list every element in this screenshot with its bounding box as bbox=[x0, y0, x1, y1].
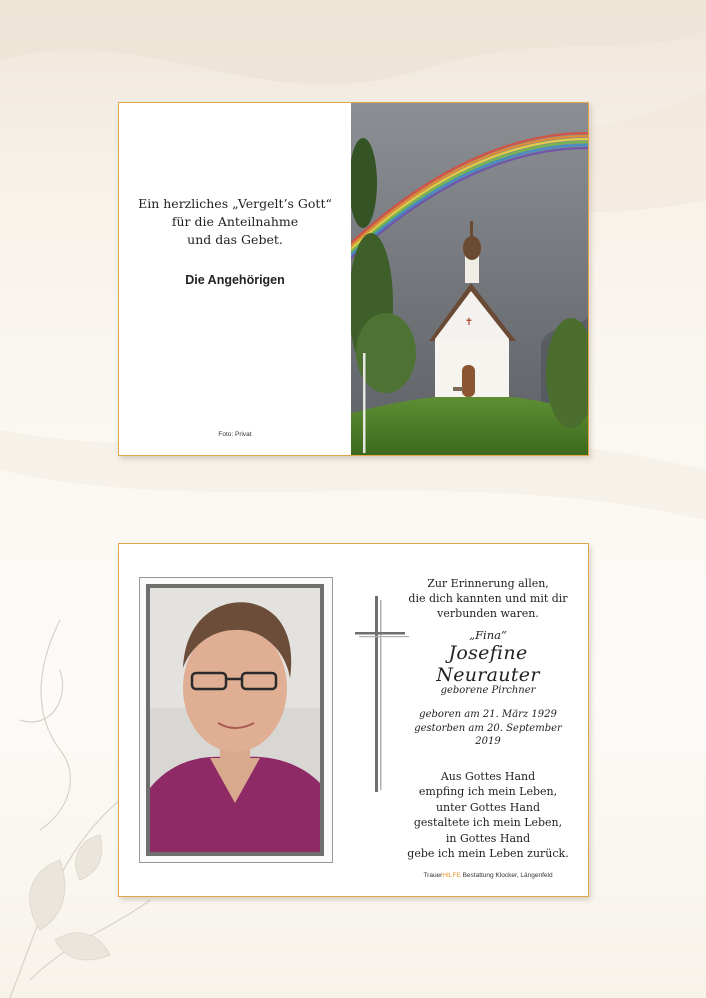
birth-date: geboren am 21. März 1929 bbox=[419, 709, 557, 720]
verse-line: unter Gottes Hand bbox=[435, 800, 541, 814]
undertaker-name: Bestattung Klocker, Längenfeld bbox=[460, 872, 553, 879]
deceased-name: Josefine Neurauter bbox=[436, 642, 540, 686]
intro-line: die dich kannten und mit dir bbox=[408, 592, 568, 605]
maiden-name: geborene Pirchner bbox=[440, 685, 536, 696]
brand-part-b: HILFE bbox=[442, 872, 461, 879]
thanks-line: für die Anteilnahme bbox=[171, 214, 299, 229]
undertaker-credit bbox=[401, 872, 575, 879]
life-dates bbox=[401, 708, 575, 749]
verse-line: Aus Gottes Hand bbox=[440, 769, 536, 783]
verse bbox=[401, 769, 575, 862]
verse-line: gestaltete ich mein Leben, bbox=[413, 816, 563, 829]
intro-text bbox=[401, 576, 575, 621]
thank-you-card bbox=[118, 102, 589, 456]
intro-line: verbunden waren. bbox=[437, 607, 539, 620]
brand-part-a: Trauer bbox=[423, 872, 443, 879]
memorial-text bbox=[401, 576, 575, 862]
portrait-mat bbox=[146, 584, 324, 856]
thank-you-message bbox=[119, 195, 351, 249]
thanks-line: und das Gebet. bbox=[187, 232, 283, 247]
portrait-photo bbox=[150, 588, 320, 852]
svg-text:✝: ✝ bbox=[464, 317, 474, 328]
verse-line: gebe ich mein Leben zurück. bbox=[407, 847, 569, 860]
verse-line: empfing ich mein Leben, bbox=[418, 785, 558, 798]
nickname: „Fina“ bbox=[469, 628, 507, 642]
signoff: Die Angehörigen bbox=[185, 273, 285, 287]
memorial-card bbox=[118, 543, 589, 897]
chapel-rainbow-photo bbox=[351, 103, 588, 455]
portrait-frame bbox=[139, 577, 333, 863]
thanks-line: Ein herzliches „Vergelt’s Gott“ bbox=[138, 196, 332, 211]
death-date: gestorben am 20. September 2019 bbox=[414, 722, 562, 747]
photo-credit: Foto: Privat bbox=[218, 431, 252, 438]
verse-line: in Gottes Hand bbox=[445, 831, 531, 845]
intro-line: Zur Erinnerung allen, bbox=[427, 577, 549, 590]
